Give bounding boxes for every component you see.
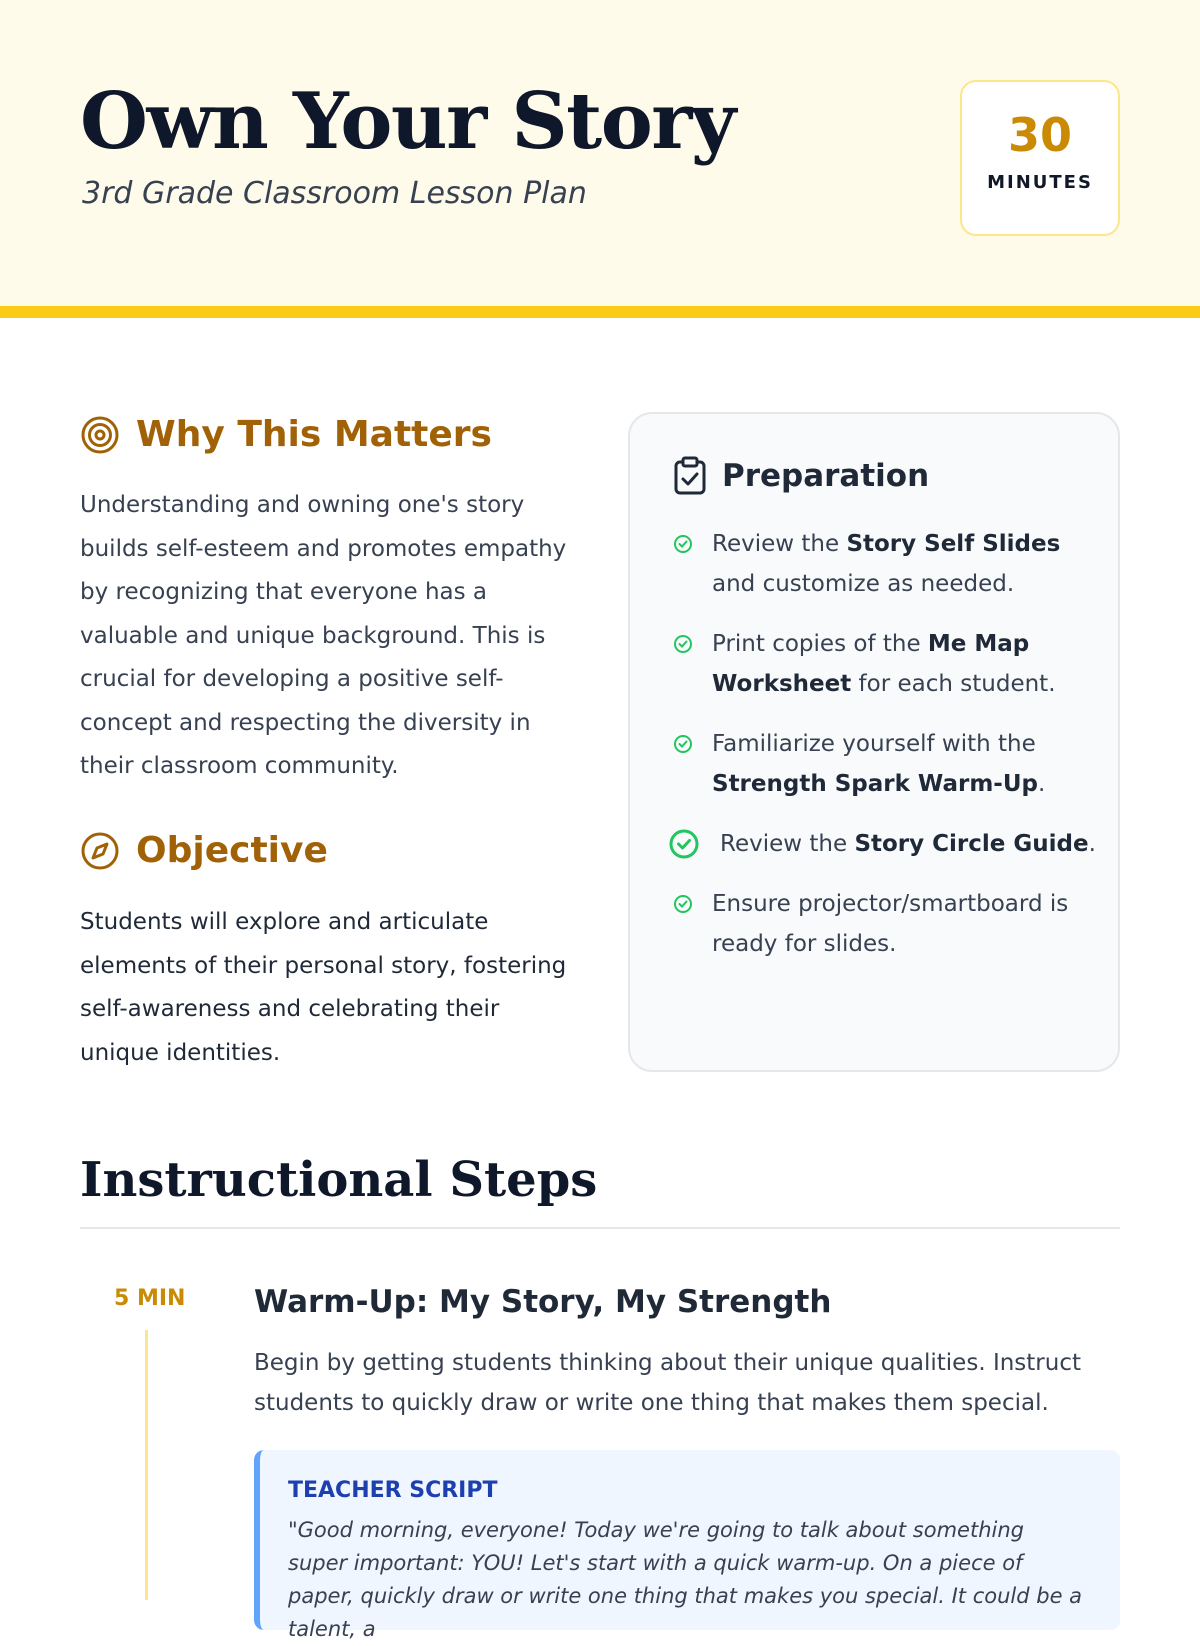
- step-duration: 5 MIN: [114, 1286, 186, 1311]
- clipboard-check-icon: [672, 456, 708, 496]
- why-body: Understanding and owning one's story builds self-esteem and promotes empathy by recognizing that everyone has a valuable and unique background. This is crucial for developing a positive self-concept and respecting the diversity in their classroom community.: [80, 492, 567, 779]
- preparation-list: [668, 524, 1098, 984]
- duration-unit: MINUTES: [987, 172, 1093, 193]
- preparation-card: [628, 412, 1120, 1072]
- teacher-script-label: TEACHER SCRIPT: [288, 1478, 498, 1503]
- preparation-item-text: Review the Story Self Slides and customize as needed.: [712, 531, 1061, 597]
- compass-icon: [80, 831, 120, 871]
- check-circle-icon: [672, 533, 694, 555]
- objective-body: Students will explore and articulate elements of their personal story, fostering self-awareness and celebrating their unique identities.: [80, 909, 567, 1066]
- preparation-item-text: Familiarize yourself with the Strength Spark Warm-Up.: [712, 731, 1046, 797]
- why-heading: [80, 414, 492, 455]
- preparation-item: [668, 724, 1098, 804]
- check-circle-icon: [672, 893, 694, 915]
- lesson-header: [0, 0, 1200, 318]
- timeline-line: [145, 1330, 148, 1600]
- teacher-script-text: "Good morning, everyone! Today we're going to talk about something super important: YOU! Let's start with a quick warm-up. On a piece of paper, quickly draw or write one thing that makes you special. It could be a talent, a: [288, 1518, 1083, 1641]
- objective-heading: [80, 830, 328, 871]
- preparation-heading-label: Preparation: [722, 458, 930, 494]
- duration-badge: [960, 80, 1120, 236]
- why-heading-label: Why This Matters: [136, 414, 492, 455]
- preparation-item: [668, 884, 1098, 964]
- page-title: Own Your Story: [80, 76, 735, 167]
- step-title: Warm-Up: My Story, My Strength: [254, 1284, 832, 1320]
- check-circle-icon: [672, 733, 694, 755]
- step-description: Begin by getting students thinking about their unique qualities. Instruct students to quickly draw or write one thing that makes them special.: [254, 1350, 1082, 1416]
- check-circle-icon: [672, 633, 694, 655]
- preparation-item-text: Ensure projector/smartboard is ready for slides.: [712, 891, 1069, 957]
- check-circle-icon: [668, 828, 700, 860]
- page-subtitle: 3rd Grade Classroom Lesson Plan: [82, 176, 587, 211]
- objective-heading-label: Objective: [136, 830, 328, 871]
- preparation-item-text: Print copies of the Me Map Worksheet for each student.: [712, 631, 1056, 697]
- steps-heading: Instructional Steps: [80, 1152, 598, 1208]
- target-icon: [80, 415, 120, 455]
- preparation-item-text: Review the Story Circle Guide.: [720, 831, 1096, 857]
- steps-divider: [80, 1227, 1120, 1229]
- preparation-item: [668, 824, 1098, 864]
- preparation-heading: [672, 456, 929, 496]
- duration-value: 30: [1007, 108, 1072, 162]
- teacher-script-box: [254, 1450, 1120, 1641]
- preparation-item: [668, 524, 1098, 604]
- preparation-item: [668, 624, 1098, 704]
